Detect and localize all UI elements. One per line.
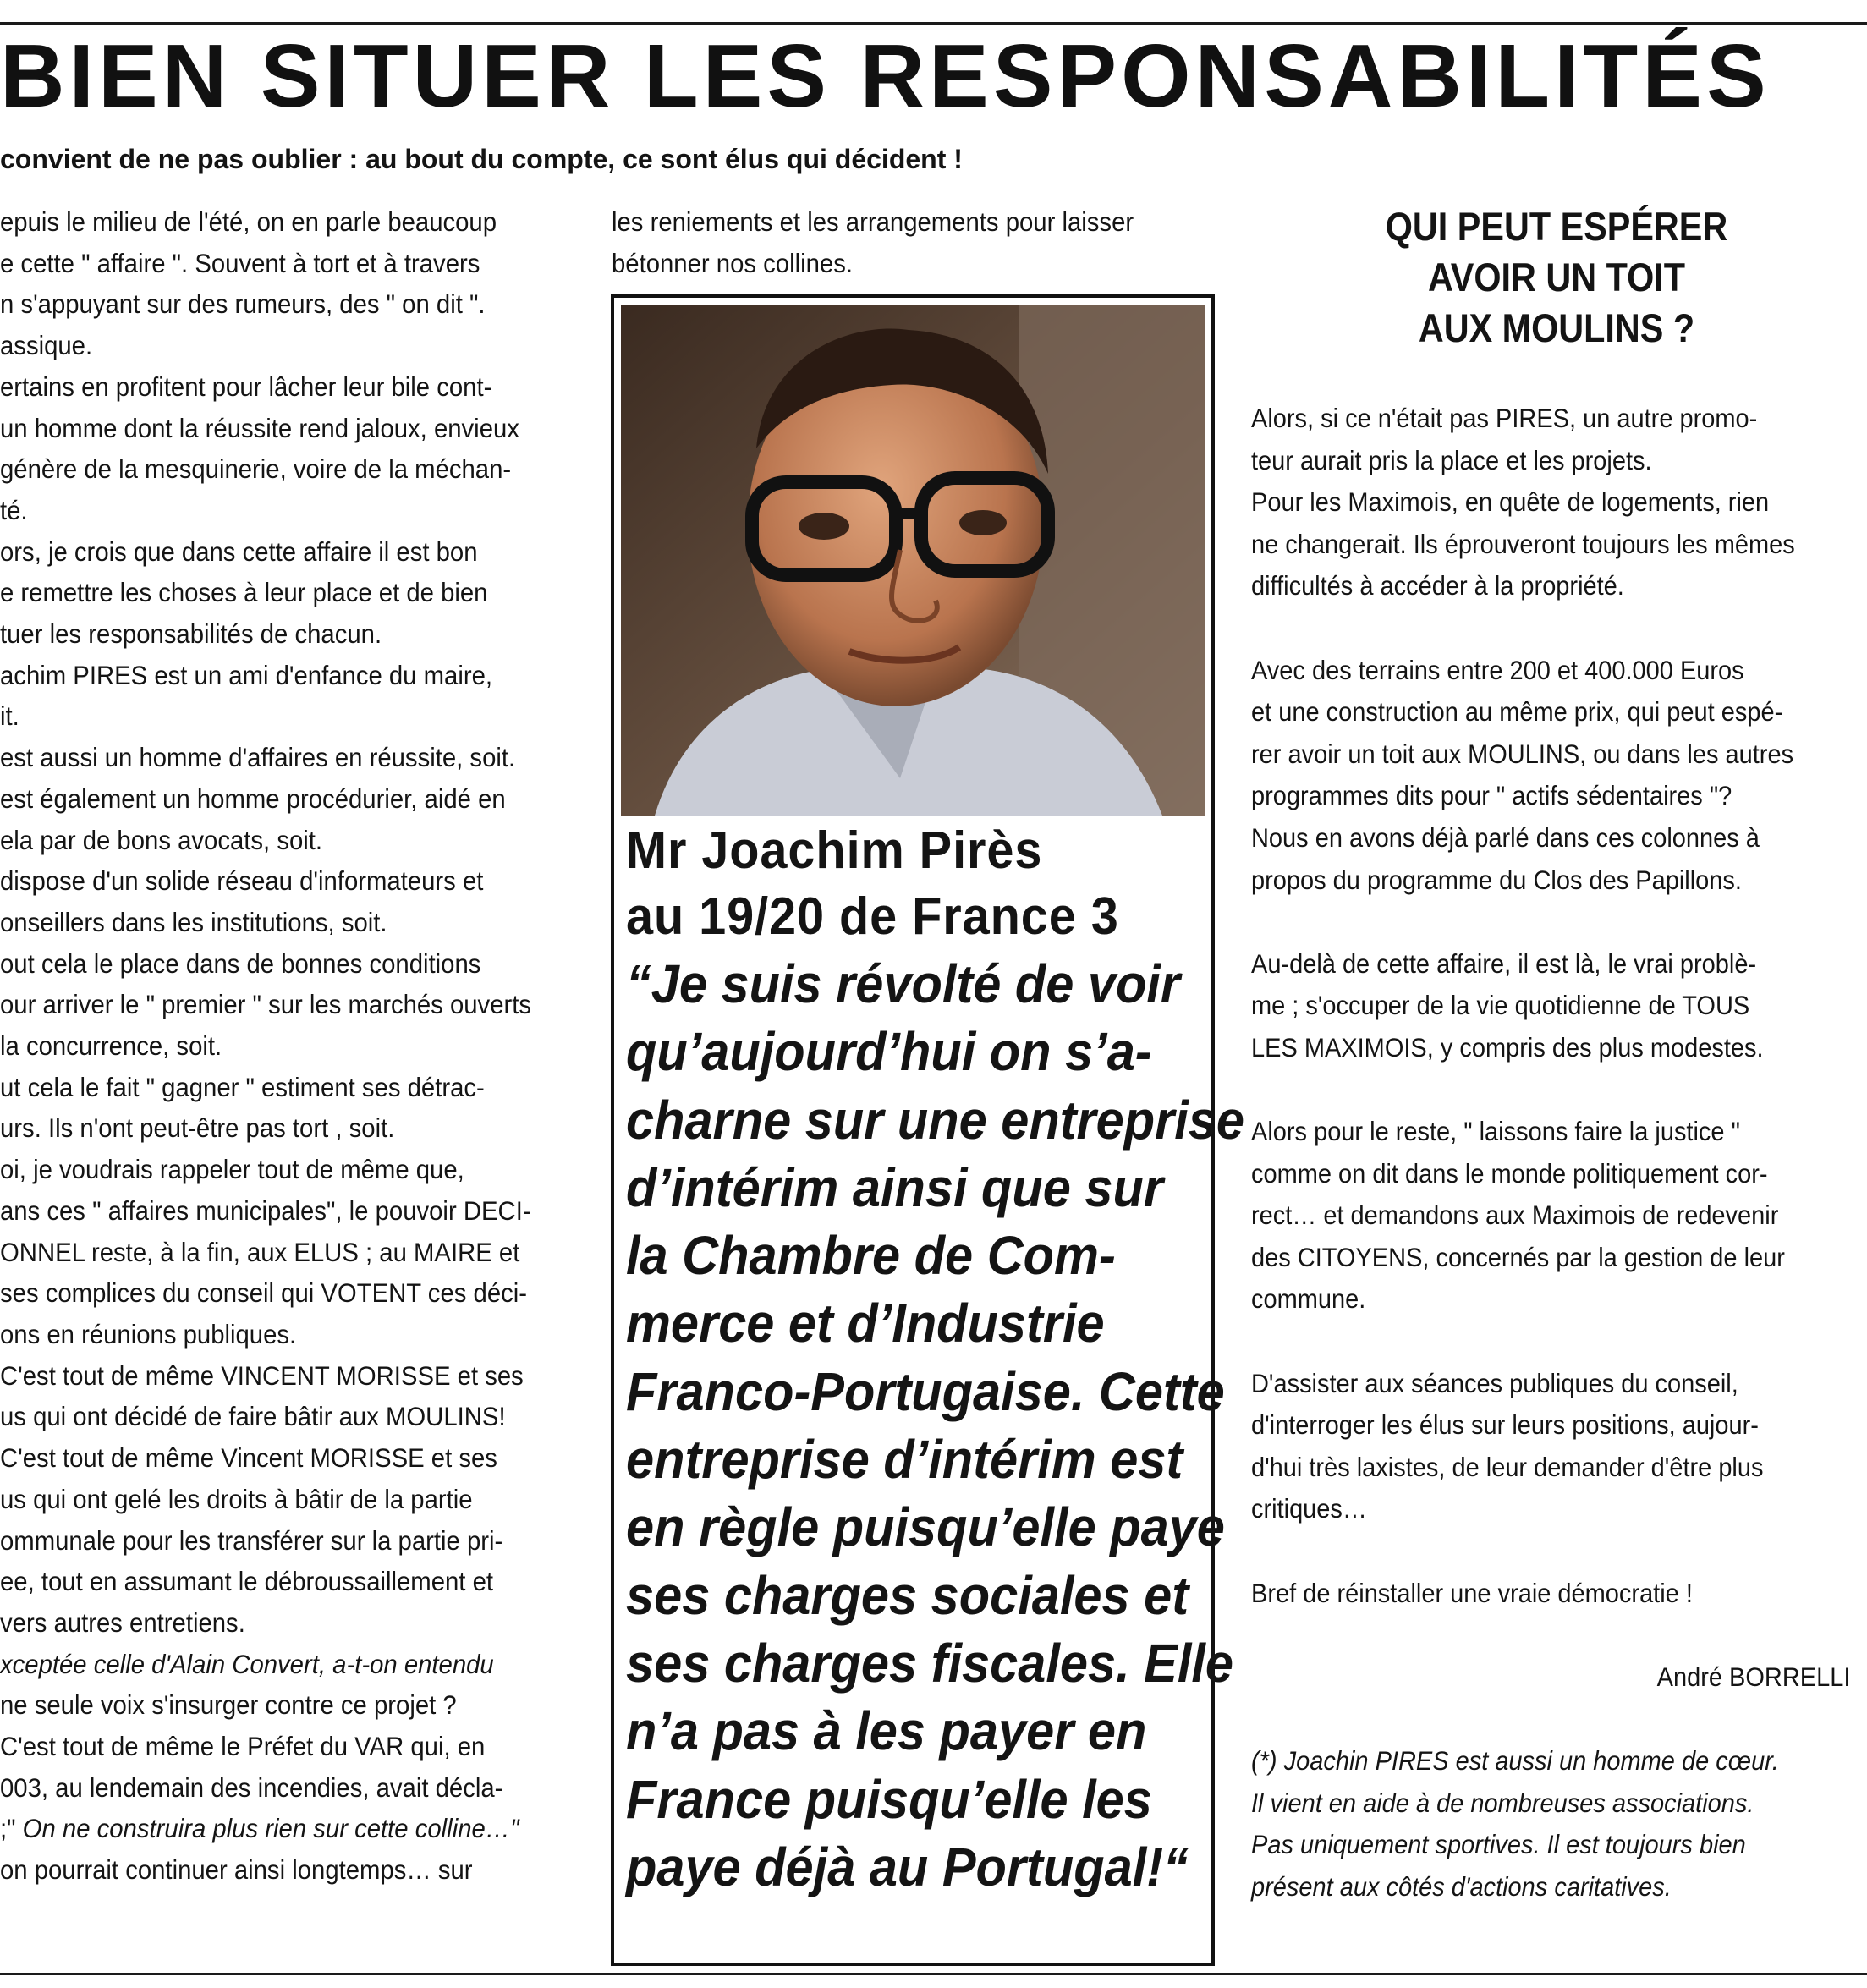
- portrait-photo: [621, 305, 1205, 816]
- right-column-line: teur aurait pris la place et les projets.: [1251, 444, 1652, 475]
- left-column-line: est également un homme procédurier, aidé en: [0, 783, 506, 814]
- quote-line: charne sur une entreprise: [626, 1089, 1245, 1151]
- middle-column-line: bétonner nos collines.: [612, 247, 854, 278]
- left-column-line: té.: [0, 494, 28, 525]
- middle-column-line: les reniements et les arrangements pour laisser: [612, 206, 1134, 237]
- right-column-line: propos du programme du Clos des Papillons.: [1251, 864, 1742, 895]
- quote-line: ses charges sociales et: [626, 1564, 1189, 1626]
- quote-line: Franco-Portugaise. Cette: [626, 1360, 1225, 1422]
- paragraph-gap: [1251, 901, 1850, 943]
- headline: BIEN SITUER LES RESPONSABILITÉS: [0, 26, 1771, 126]
- left-column-line: ne seule voix s'insurger contre ce projet ?: [0, 1689, 457, 1721]
- left-column-italic-quote: On ne construira plus rien sur cette colline…": [22, 1813, 519, 1844]
- left-column-line: vers autres entretiens.: [0, 1606, 245, 1638]
- left-column-line: ee, tout en assumant le débroussaillement et: [0, 1566, 494, 1597]
- left-column-line: achim PIRES est un ami d'enfance du maire,: [0, 659, 493, 690]
- left-column-line: ertains en profitent pour lâcher leur bile cont-: [0, 371, 492, 402]
- footnote-line: Pas uniquement sportives. Il est toujours bien: [1251, 1829, 1746, 1860]
- quote-line: en règle puisqu’elle paye: [626, 1496, 1225, 1558]
- left-column-line: urs. Ils n'ont peut-être pas tort , soit.: [0, 1112, 395, 1144]
- right-column-line: commune.: [1251, 1283, 1366, 1315]
- left-column-line: la concurrence, soit.: [0, 1030, 222, 1062]
- left-column-line: us qui ont décidé de faire bâtir aux MOULINS!: [0, 1401, 506, 1432]
- left-column-line: ommunale pour les transférer sur la partie pri-: [0, 1524, 503, 1556]
- left-column-line: e remettre les choses à leur place et de bien: [0, 577, 488, 608]
- left-column-line: C'est tout de même le Préfet du VAR qui, en: [0, 1731, 486, 1762]
- footnote-line: présent aux côtés d'actions caritatives.: [1251, 1870, 1672, 1902]
- left-column-line: ut cela le fait " gagner " estiment ses détrac-: [0, 1071, 485, 1102]
- left-column-line: e cette " affaire ". Souvent à tort et à travers: [0, 247, 480, 278]
- quote-box: [611, 294, 1245, 1966]
- left-column: [0, 201, 543, 1891]
- left-column-line: our arriver le " premier " sur les marchés ouverts: [0, 989, 532, 1020]
- footnote-line: (*) Joachin PIRES est aussi un homme de cœur.: [1251, 1745, 1779, 1776]
- quote-attribution-line: Mr Joachim Pirès: [626, 821, 1043, 880]
- left-column-line: us qui ont gelé les droits à bâtir de la partie: [0, 1483, 473, 1514]
- left-column-line: oi, je voudrais rappeler tout de même que,: [0, 1154, 464, 1185]
- paragraph-gap: [1251, 607, 1850, 650]
- paragraph-gap: [1251, 1698, 1850, 1740]
- quote-line: merce et d’Industrie: [626, 1293, 1105, 1354]
- left-column-line: assique.: [0, 330, 93, 361]
- right-column-line: Nous en avons déjà parlé dans ces colonnes à: [1251, 821, 1760, 853]
- quote-attribution-line: au 19/20 de France 3: [626, 887, 1119, 946]
- left-column-line: out cela le place dans de bonnes conditions: [0, 947, 481, 979]
- right-column-title-line: AVOIR UN TOIT: [1427, 255, 1686, 299]
- quote-line: paye déjà au Portugal!“: [626, 1836, 1189, 1897]
- right-column-line: D'assister aux séances publiques du conseil,: [1251, 1367, 1738, 1398]
- paragraph-gap: [1251, 1530, 1850, 1573]
- right-column-line: me ; s'occuper de la vie quotidienne de TOUS: [1251, 990, 1750, 1021]
- left-column-line: ela par de bons avocats, soit.: [0, 824, 323, 855]
- left-column-line: xceptée celle d'Alain Convert, a-t-on entendu: [0, 1648, 494, 1679]
- right-column-title-line: AUX MOULINS ?: [1418, 305, 1695, 350]
- quote-block: [626, 818, 1245, 1901]
- subheadline: convient de ne pas oublier : au bout du compte, ce sont élus qui décident !: [0, 144, 963, 174]
- left-column-line: it.: [0, 700, 19, 732]
- left-column-line: ors, je crois que dans cette affaire il est bon: [0, 535, 478, 567]
- signature: André BORRELLI: [1656, 1661, 1851, 1692]
- right-column-line: critiques…: [1251, 1493, 1367, 1524]
- right-column-line: ne changerait. Ils éprouveront toujours les mêmes: [1251, 528, 1795, 559]
- right-column-line: des CITOYENS, concernés par la gestion de leur: [1251, 1241, 1785, 1272]
- left-column-line: epuis le milieu de l'été, on en parle beaucoup: [0, 206, 497, 237]
- left-column-line: ses complices du conseil qui VOTENT ces déci-: [0, 1277, 528, 1309]
- footnote-line: Il vient en aide à de nombreuses associations.: [1251, 1787, 1754, 1818]
- quote-line: d’intérim ainsi que sur: [626, 1156, 1164, 1218]
- quote-text: [626, 950, 1245, 1901]
- left-column-line: tuer les responsabilités de chacun.: [0, 618, 382, 650]
- right-column-title-line: QUI PEUT ESPÉRER: [1385, 204, 1728, 249]
- left-column-line: un homme dont la réussite rend jaloux, envieux: [0, 412, 519, 443]
- right-column-line: programmes dits pour " actifs sédentaires "?: [1251, 780, 1732, 811]
- right-column-line: d'hui très laxistes, de leur demander d'être plus: [1251, 1451, 1764, 1482]
- right-column-title: [1281, 201, 1831, 354]
- right-column-line: d'interroger les élus sur leurs positions, aujour-: [1251, 1409, 1759, 1441]
- right-column-line: LES MAXIMOIS, y compris des plus modestes.: [1251, 1031, 1764, 1063]
- quote-line: “Je suis révolté de voir: [626, 953, 1181, 1014]
- left-column-line: ons en réunions publiques.: [0, 1318, 297, 1349]
- left-column-line: 003, au lendemain des incendies, avait décla-: [0, 1771, 503, 1803]
- top-rule: [0, 22, 1867, 25]
- left-column-line: dispose d'un solide réseau d'informateurs et: [0, 865, 484, 897]
- quote-line: ses charges fiscales. Elle: [626, 1632, 1234, 1694]
- left-column-line: ans ces " affaires municipales", le pouvoir DECI-: [0, 1194, 531, 1226]
- left-column-line: ONNEL reste, à la fin, aux ELUS ; au MAIRE et: [0, 1236, 520, 1267]
- left-column-line: ;" On ne construira plus rien sur cette colline…": [0, 1813, 519, 1844]
- right-column-line: comme on dit dans le monde politiquement cor-: [1251, 1157, 1768, 1189]
- quote-line: la Chambre de Com-: [626, 1225, 1116, 1287]
- quote-line: entreprise d’intérim est: [626, 1429, 1183, 1491]
- left-column-line: on pourrait continuer ainsi longtemps… sur: [0, 1854, 473, 1886]
- right-column-line: Pour les Maximois, en quête de logements, rien: [1251, 486, 1770, 518]
- left-column-line: onseillers dans les institutions, soit.: [0, 906, 387, 937]
- quote-attribution: [626, 818, 1193, 950]
- right-column-line: Au-delà de cette affaire, il est là, le vrai problè-: [1251, 947, 1757, 979]
- paragraph-gap: [1251, 1321, 1850, 1363]
- portrait-photo-icon: [621, 305, 1205, 816]
- left-column-line: génère de la mesquinerie, voire de la méchan-: [0, 453, 512, 485]
- right-column-line: Alors, si ce n'était pas PIRES, un autre promo-: [1251, 403, 1758, 433]
- left-column-line: C'est tout de même VINCENT MORISSE et ses: [0, 1359, 524, 1391]
- bottom-rule: [0, 1973, 1867, 1975]
- right-column-line: rer avoir un toit aux MOULINS, ou dans les autres: [1251, 738, 1794, 769]
- right-column-line: Bref de réinstaller une vraie démocratie !: [1251, 1577, 1693, 1608]
- left-column-line: C'est tout de même Vincent MORISSE et ses: [0, 1442, 497, 1474]
- right-column-line: et une construction au même prix, qui peut espé-: [1251, 696, 1783, 728]
- left-column-line: n s'appuyant sur des rumeurs, des " on dit ".: [0, 288, 486, 320]
- paragraph-gap: [1251, 1614, 1850, 1656]
- quote-line: qu’aujourd’hui on s’a-: [626, 1021, 1152, 1083]
- quote-line: n’a pas à les payer en: [626, 1700, 1147, 1762]
- right-column-line: Alors pour le reste, " laissons faire la justice ": [1251, 1116, 1740, 1147]
- right-column-line: rect… et demandons aux Maximois de redevenir: [1251, 1200, 1779, 1231]
- right-column-line: Avec des terrains entre 200 et 400.000 Euros: [1251, 654, 1744, 685]
- middle-column-intro: [612, 201, 1210, 283]
- right-column: [1251, 398, 1850, 1908]
- right-column-line: difficultés à accéder à la propriété.: [1251, 570, 1624, 601]
- quote-line: France puisqu’elle les: [626, 1768, 1152, 1830]
- left-column-line: est aussi un homme d'affaires en réussite, soit.: [0, 742, 516, 773]
- paragraph-gap: [1251, 1069, 1850, 1112]
